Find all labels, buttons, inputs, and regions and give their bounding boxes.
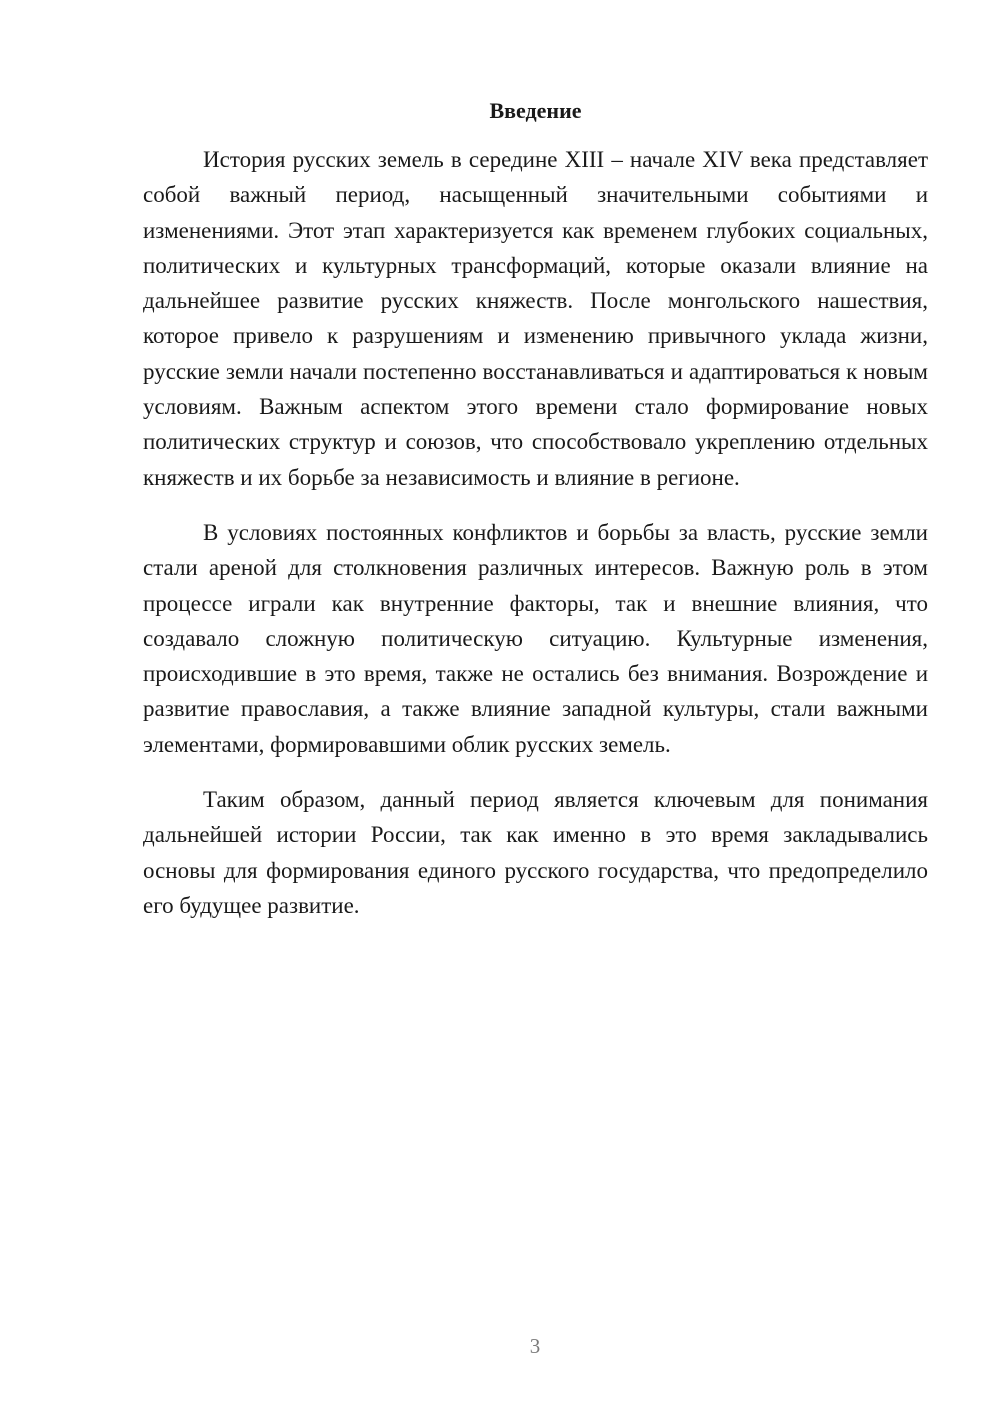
paragraph-1: История русских земель в середине XIII – начале XIV века представляет собой важный период, насыщенный значительными событиями и изменениями. Этот этап характеризуется как временем глубоких социальных, политических и культурных трансформаций, которые оказали влияние на дальнейшее развитие русских княжеств. После монгольского нашествия, которое привело к разрушениям и изменению привычного уклада жизни, русские земли начали постепенно восстанавливаться и адаптироваться к новым условиям. Важным аспектом этого времени стало формирование новых политических структур и союзов, что способствовало укреплению отдельных княжеств и их борьбе за независимость и влияние в регионе. [143, 147, 928, 490]
page-title: Введение [489, 98, 582, 123]
paragraph-2: В условиях постоянных конфликтов и борьбы за власть, русские земли стали ареной для столкновения различных интересов. Важную роль в этом процессе играли как внутренние факторы, так и внешние влияния, что создавало сложную политическую ситуацию. Культурные изменения, происходившие в это время, также не остались без внимания. Возрождение и развитие православия, а также влияние западной культуры, стали важными элементами, формировавшими облик русских земель. [143, 519, 928, 757]
document-body [143, 142, 928, 943]
paragraph-3: Таким образом, данный период является ключевым для понимания дальнейшей истории России, так как именно в это время закладывались основы для формирования единого русского государства, что предопределило его будущее развитие. [143, 787, 928, 918]
page-number: 3 [529, 1334, 541, 1358]
